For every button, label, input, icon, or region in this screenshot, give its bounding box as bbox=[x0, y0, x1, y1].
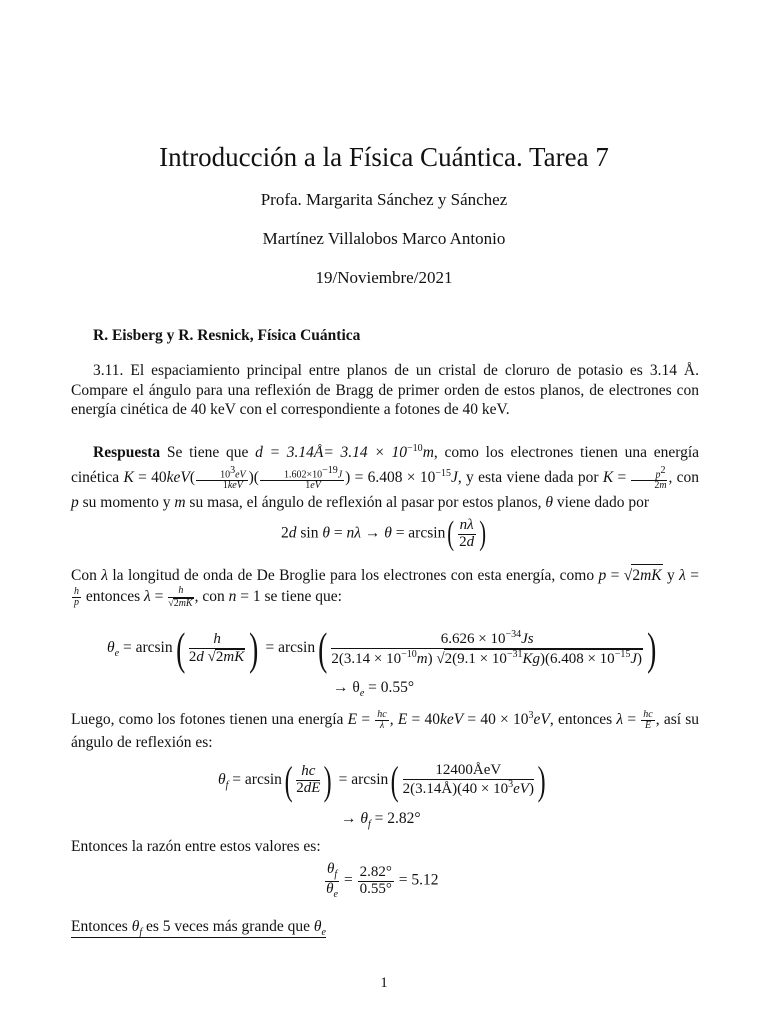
problem-statement bbox=[71, 361, 699, 420]
reference-heading: R. Eisberg y R. Resnick, Física Cuántica bbox=[93, 327, 361, 344]
answer-paragraph-1: Respuesta Se tiene que d = 3.14Å= $3.14 \times 10^{-10}m$, como los electrones tienen una energía cinética K = 40keV( $\frac{10^3eV}{\text{1keV}}$ )( $\frac{1.602\times 10^{-19}J}{1eV}$ ) = $6.408 \times 10^{-15}J$, y esta viene dada por K = $\frac{p^2}{2m}$ , con p su momento y m su masa, el ángulo de reflexión al pasar por estos planos, θ viene dado por bbox=[71, 443, 700, 511]
problem-number: 3.11. bbox=[93, 362, 124, 379]
answer-paragraph-2: Con λ la longitud de onda de De Broglie para los electrones con esta energía, como p = √2mK y λ = $\frac{h}{p}$ entonces λ = $\frac{h}{√2mK}$ , con n = 1 se tiene que: bbox=[71, 564, 699, 609]
theta-e-numerator: 6.626 × 10 bbox=[440, 630, 506, 647]
d-value: d = 3.14Å= 3.14 × 10 bbox=[255, 444, 408, 462]
document-title: Introducción a la Física Cuántica. Tarea 7 bbox=[159, 142, 609, 172]
ratio-numerator: 2.82° bbox=[359, 863, 392, 880]
answer-paragraph-4: Entonces la razón entre estos valores es: bbox=[71, 838, 321, 855]
professor-name: Profa. Margarita Sánchez y Sánchez bbox=[260, 190, 508, 209]
answer-paragraph-3: Luego, como los fotones tienen una energía E = $\frac{hc}{\lambda}$ , $E = 40keV = 40 \times 10^3eV$, entonces λ = $\frac{hc}{E}$ , así su ángulo de reflexión es: bbox=[71, 708, 700, 751]
document-date: 19/Noviembre/2021 bbox=[315, 268, 453, 287]
bragg-equation: 2d sin θ = nλ → θ = arcsin( $\frac{n\lambda}{2d}$ ) bbox=[281, 515, 486, 552]
theta-f-equation: $\theta_f = \arcsin$( $\frac{hc}{2dE}$ ) = arcsin( $\frac{\text{12400ÅeV}}{2(3.14Å)(40 \times 10^3eV)}$ ) bbox=[218, 758, 546, 803]
conclusion: Entonces $\theta_f$ es 5 veces más grande que $\theta_e$ bbox=[71, 918, 326, 939]
ratio-equation: $\frac{\theta_f}{\theta_e}$ = $\frac{2.82^\circ}{0.55^\circ}$ = 5.12 bbox=[326, 861, 439, 900]
theta-f-numerator: 12400ÅeV bbox=[403, 763, 534, 780]
page-number: 1 bbox=[380, 975, 388, 991]
ratio-denominator: 0.55° bbox=[359, 880, 392, 897]
problem-text: El espaciamiento principal entre planos de un cristal de cloruro de potasio es 3.14 Å. Compare el ángulo para una reflexión de Bragg de primer orden de estos planos, de electrones con energía cinética de 40 keV con el correspondiente a fotones de 40 keV. bbox=[71, 362, 699, 418]
ratio-value: = 5.12 bbox=[398, 871, 439, 889]
answer-label: Respuesta bbox=[93, 444, 161, 462]
k-value: = 6.408 × 10 bbox=[354, 469, 436, 487]
theta-f-result: → $\theta_f = 2.82^\circ$ bbox=[341, 810, 421, 831]
theta-e-result: → $\theta_e = 0.55^\circ$ bbox=[333, 679, 415, 700]
student-name: Martínez Villalobos Marco Antonio bbox=[262, 229, 506, 248]
theta-e-equation: $\theta_e = \arcsin$( $\frac{h}{2d √2mK}$ ) = arcsin( $\frac{6.626 \times 10^{-34}Js}{2(3.14 \times 10^{-10}m) √2(9.1 \times 10^{-31}Kg)(6.408 \times 10^{-15}J)}$ ) bbox=[107, 623, 657, 674]
